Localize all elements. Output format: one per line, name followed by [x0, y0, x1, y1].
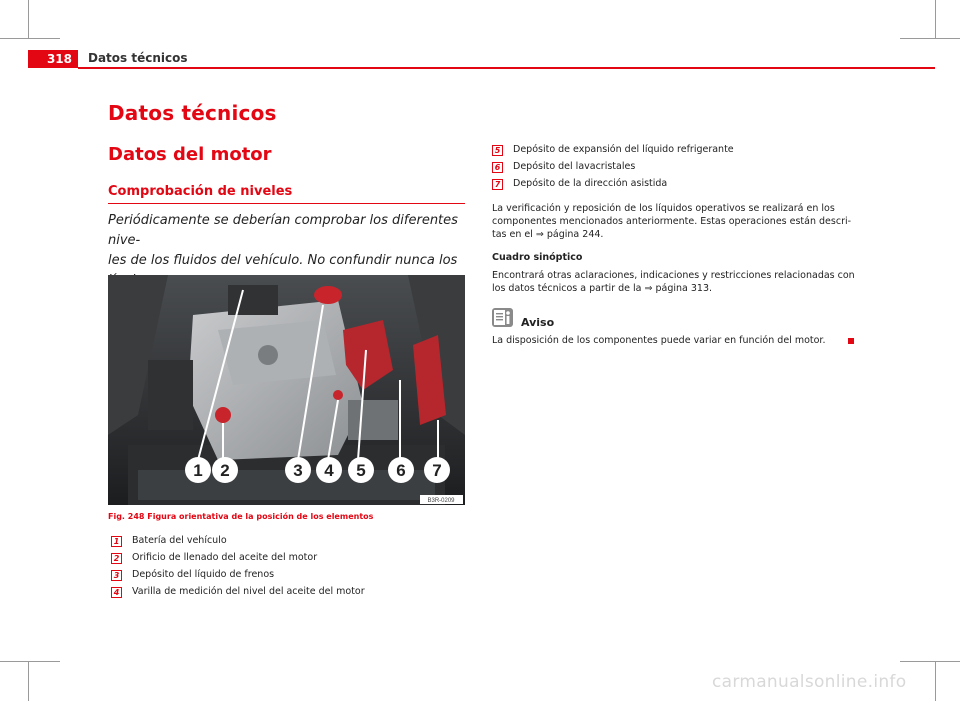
- intro-line: Periódicamente se deberían comprobar los diferentes nive-: [108, 213, 458, 248]
- crop-mark: [0, 661, 60, 662]
- crop-mark: [0, 38, 60, 39]
- figure-code: B3R-0209: [427, 498, 455, 504]
- crop-mark: [935, 661, 936, 701]
- item-number: 5: [492, 145, 503, 156]
- paragraph-line: Encontrará otras aclaraciones, indicaciones y restricciones relacionadas con: [492, 270, 855, 281]
- paragraph-line: La verificación y reposición de los líquidos operativos se realizará en los: [492, 203, 835, 214]
- paragraph-line: los datos técnicos a partir de la ⇒ página 313.: [492, 283, 713, 294]
- header-rule: [78, 67, 935, 69]
- item-number: 1: [111, 536, 122, 547]
- running-header: Datos técnicos: [88, 51, 188, 65]
- info-icon: [492, 308, 513, 327]
- crop-mark: [28, 0, 29, 38]
- item-number: 4: [111, 587, 122, 598]
- item-number: 7: [492, 179, 503, 190]
- watermark: carmanualsonline.info: [712, 672, 907, 692]
- callout-3: [285, 457, 311, 483]
- callout-1: [185, 457, 211, 483]
- engine-bay-figure: [108, 275, 465, 505]
- aviso-text: La disposición de los componentes puede variar en función del motor.: [492, 335, 826, 346]
- intro-line: les de los fluidos del vehículo. No confundir nunca los: [108, 253, 458, 268]
- crop-mark: [935, 0, 936, 38]
- paragraph-line: componentes mencionados anteriormente. Estas operaciones están descri-: [492, 216, 852, 227]
- item-number: 2: [111, 553, 122, 564]
- info-icon-glyph: [492, 308, 513, 327]
- callout-label: 6: [396, 461, 406, 480]
- item-text: Depósito del líquido de frenos: [132, 569, 275, 580]
- chapter-title: Datos técnicos: [108, 101, 277, 125]
- callout-label: 4: [324, 461, 334, 480]
- crop-mark: [900, 38, 960, 39]
- callout-label: 1: [193, 461, 203, 480]
- callout-label: 2: [220, 461, 230, 480]
- callout-label: 5: [356, 461, 366, 480]
- callout-6: [388, 457, 414, 483]
- callout-4: [316, 457, 342, 483]
- callout-5: [348, 457, 374, 483]
- page-number: 318: [28, 50, 78, 68]
- cuadro-heading: Cuadro sinóptico: [492, 252, 583, 263]
- callout-2: [212, 457, 238, 483]
- subsection-rule: [108, 203, 465, 204]
- item-text: Depósito de la dirección asistida: [513, 178, 668, 189]
- components-list-right: [492, 145, 852, 195]
- paragraph-line: tas en el ⇒ página 244.: [492, 229, 604, 240]
- callout-7: [424, 457, 450, 483]
- figure-caption: Fig. 248 Figura orientativa de la posición de los elementos: [108, 512, 374, 521]
- aviso-heading: Aviso: [521, 316, 555, 329]
- item-number: 6: [492, 162, 503, 173]
- subsection-title: Comprobación de niveles: [108, 184, 293, 199]
- crop-mark: [900, 661, 960, 662]
- item-text: Orificio de llenado del aceite del motor: [132, 552, 318, 563]
- cuadro-paragraph: [492, 269, 857, 295]
- crop-mark: [28, 661, 29, 701]
- callout-label: 7: [432, 461, 442, 480]
- item-text: Batería del vehículo: [132, 535, 227, 546]
- item-text: Depósito de expansión del líquido refrigerante: [513, 144, 734, 155]
- item-text: Varilla de medición del nivel del aceite del motor: [132, 586, 365, 597]
- section-end-marker: [848, 338, 854, 344]
- components-list-left: [111, 536, 471, 606]
- callout-label: 3: [293, 461, 303, 480]
- verification-paragraph: [492, 202, 857, 241]
- item-number: 3: [111, 570, 122, 581]
- item-text: Depósito del lavacristales: [513, 161, 636, 172]
- section-title: Datos del motor: [108, 144, 272, 165]
- engine-bay-illustration: [108, 275, 465, 505]
